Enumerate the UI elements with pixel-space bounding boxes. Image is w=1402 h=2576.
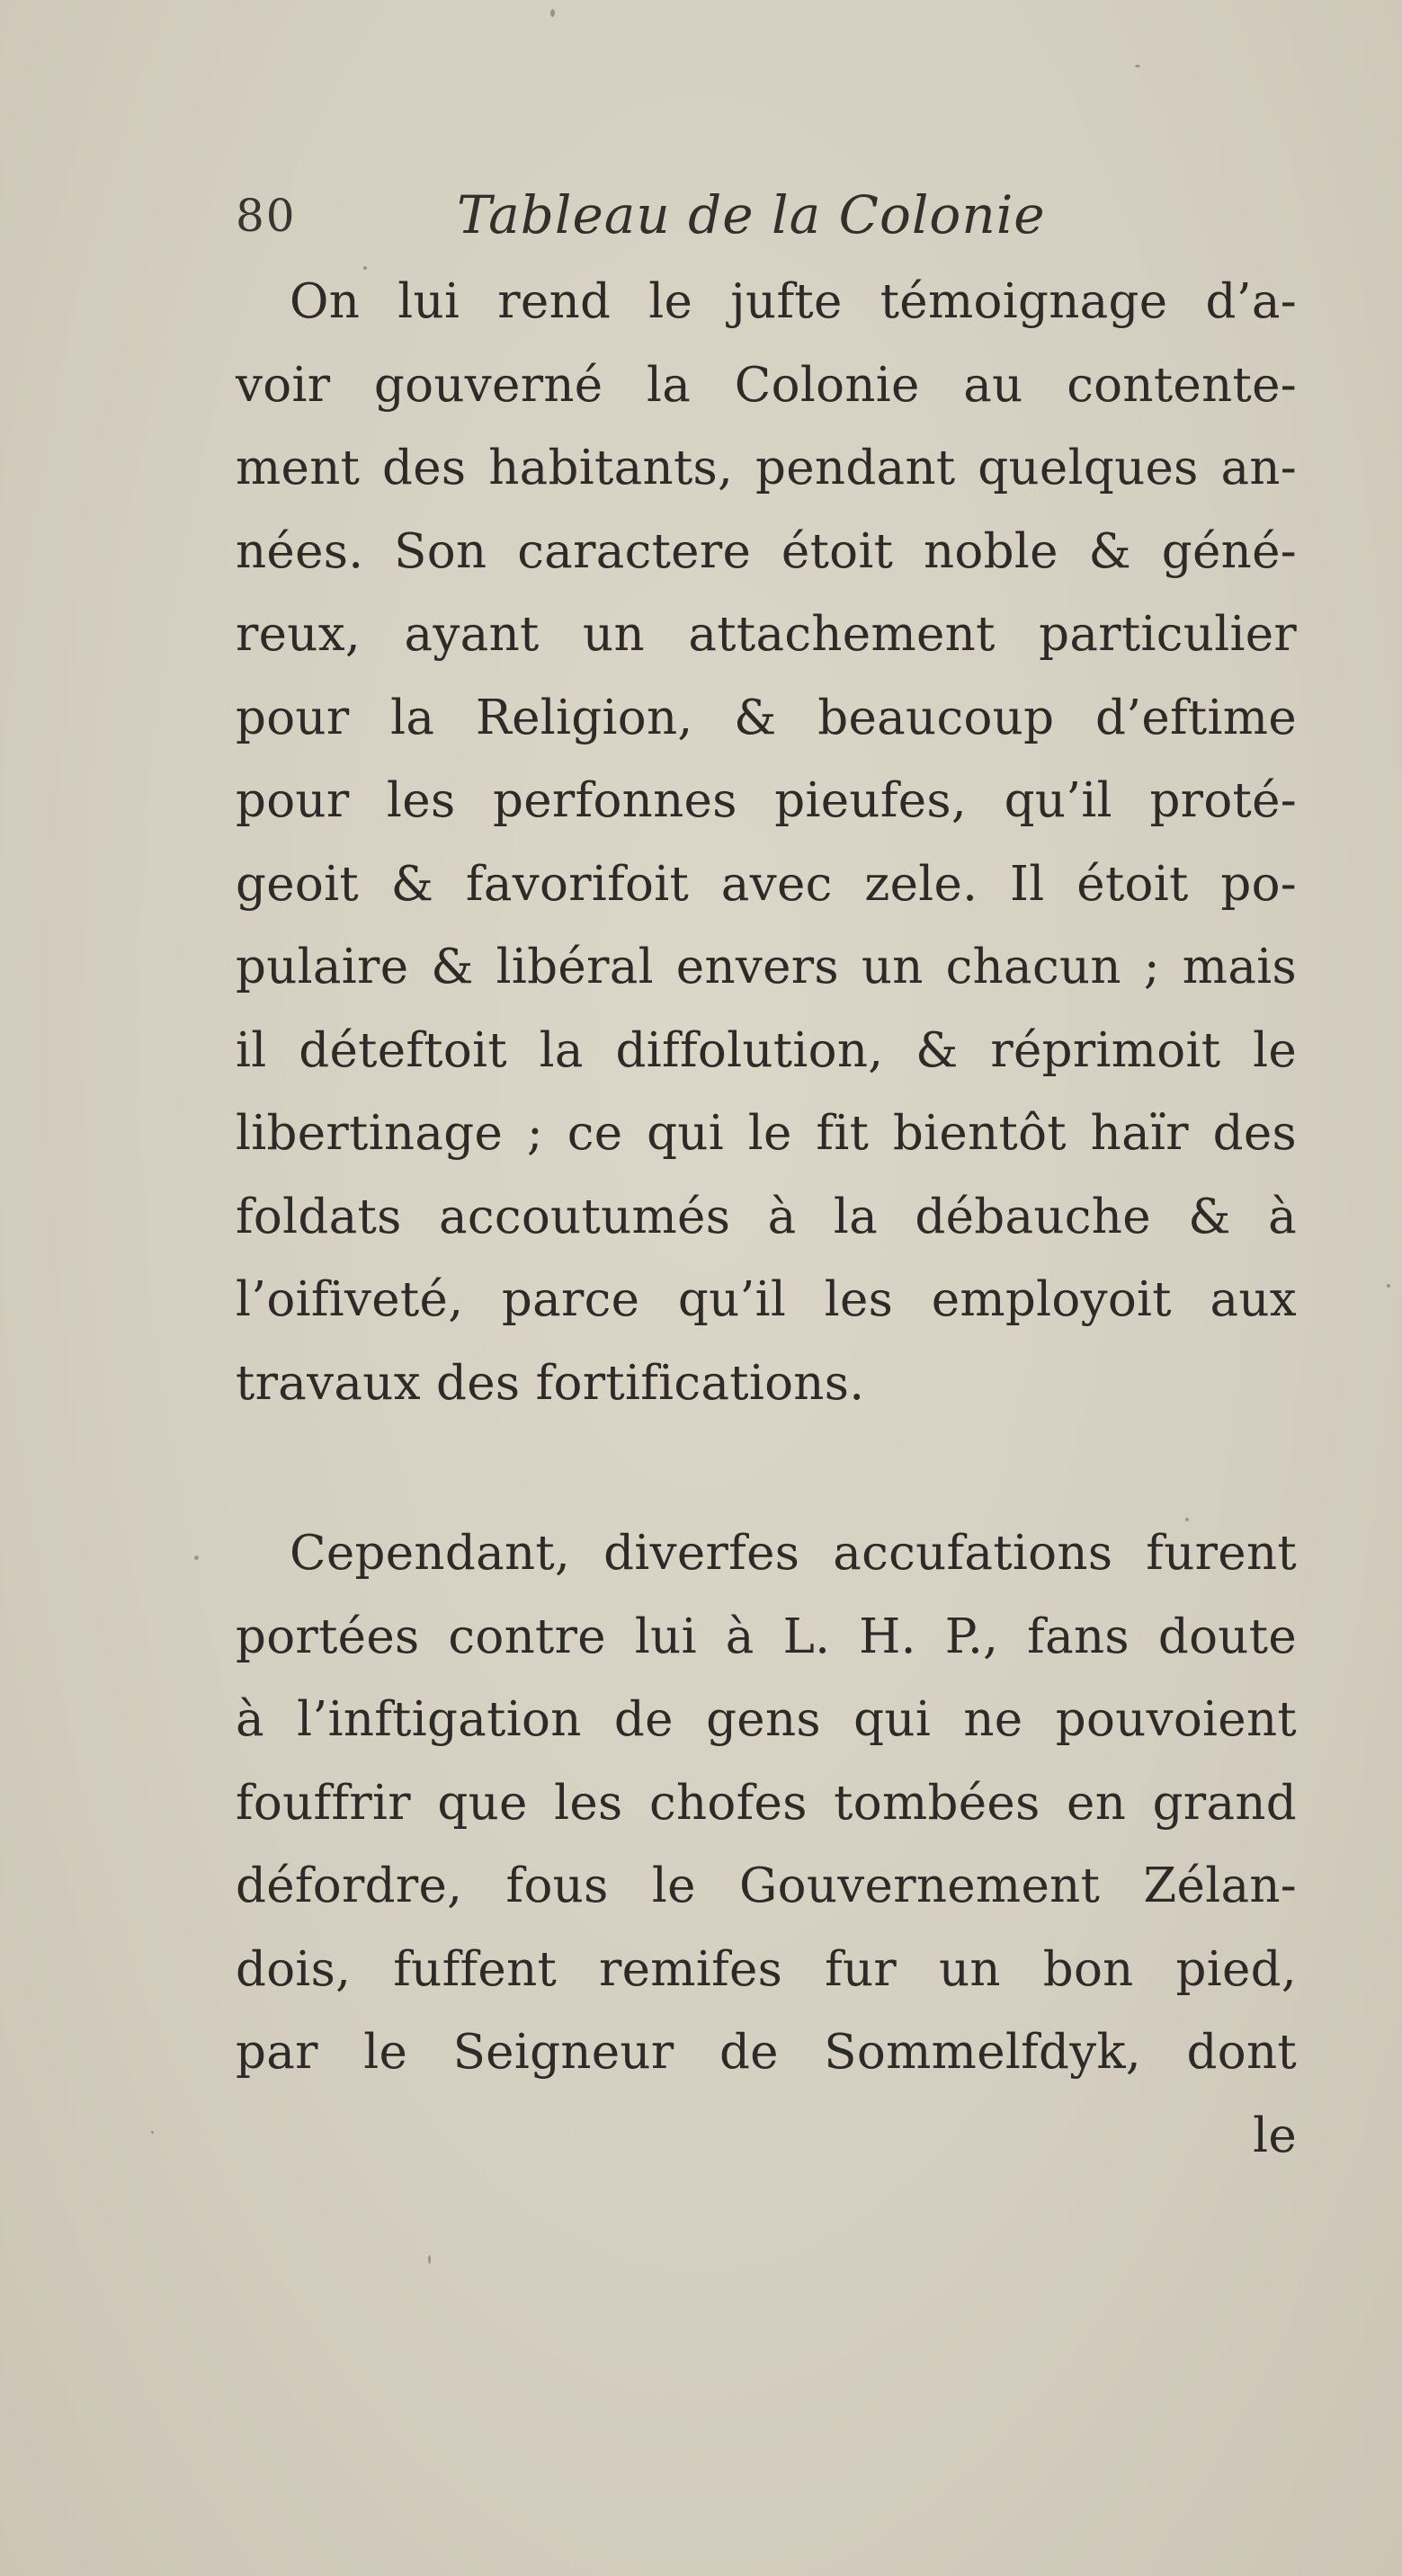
text-line: l’oifiveté, parce qu’il les employoit aux [236,1272,1297,1327]
text-line: foldats accoutumés à la débauche & à [236,1189,1297,1244]
text-line: On lui rend le jufte témoignage d’a- [290,274,1297,329]
text-line: dois, fuffent remifes fur un bon pied, [236,1941,1297,1997]
paper-speck [428,2255,431,2264]
text-line: pour la Religion, & beaucoup d’eftime [236,690,1297,745]
paper-speck [1387,1284,1390,1288]
paragraph [236,1512,1297,2178]
text-line: défordre, fous le Gouvernement Zélan- [236,1858,1297,1913]
text-line: geoit & favorifoit avec zele. Il étoit po- [236,856,1297,912]
text-line: nées. Son caractere étoit noble & géné- [236,523,1297,579]
text-line: portées contre lui à L. H. P., fans doute [236,1609,1297,1664]
paper-speck [1135,65,1140,67]
text-line: à l’inftigation de gens qui ne pouvoient [236,1692,1297,1747]
text-line: voir gouverné la Colonie au contente- [236,357,1297,413]
paper-speck [151,2131,154,2134]
paragraph [236,261,1297,1425]
text-line: ment des habitants, pendant quelques an- [236,441,1297,495]
text-line: Cependant, diverfes accufations furent [290,1526,1297,1581]
page-number: 80 [236,190,297,242]
text-line: fouffrir que les chofes tombées en grand [236,1775,1297,1831]
text-line: pulaire & libéral envers un chacun ; mais [236,940,1297,994]
body-text [236,261,1297,2178]
page-header [236,184,1315,265]
text-line: libertinage ; ce qui le fit bientôt haïr des [236,1106,1297,1161]
text-line: par le Seigneur de Sommelfdyk, dont [236,2025,1297,2080]
text-line: reux, ayant un attachement particulier [236,607,1297,662]
text-line: pour les perfonnes pieufes, qu’il proté- [236,773,1297,828]
text-line: il déteftoit la diffolution, & réprimoit le [236,1022,1297,1078]
text-line: travaux des fortifications. [236,1355,865,1411]
paragraph-gap [236,1425,1297,1512]
catchword: le [1253,2108,1297,2163]
paper-speck [550,9,555,17]
paper-speck [194,1555,199,1560]
running-title: Tableau de la Colonie [457,184,1046,245]
